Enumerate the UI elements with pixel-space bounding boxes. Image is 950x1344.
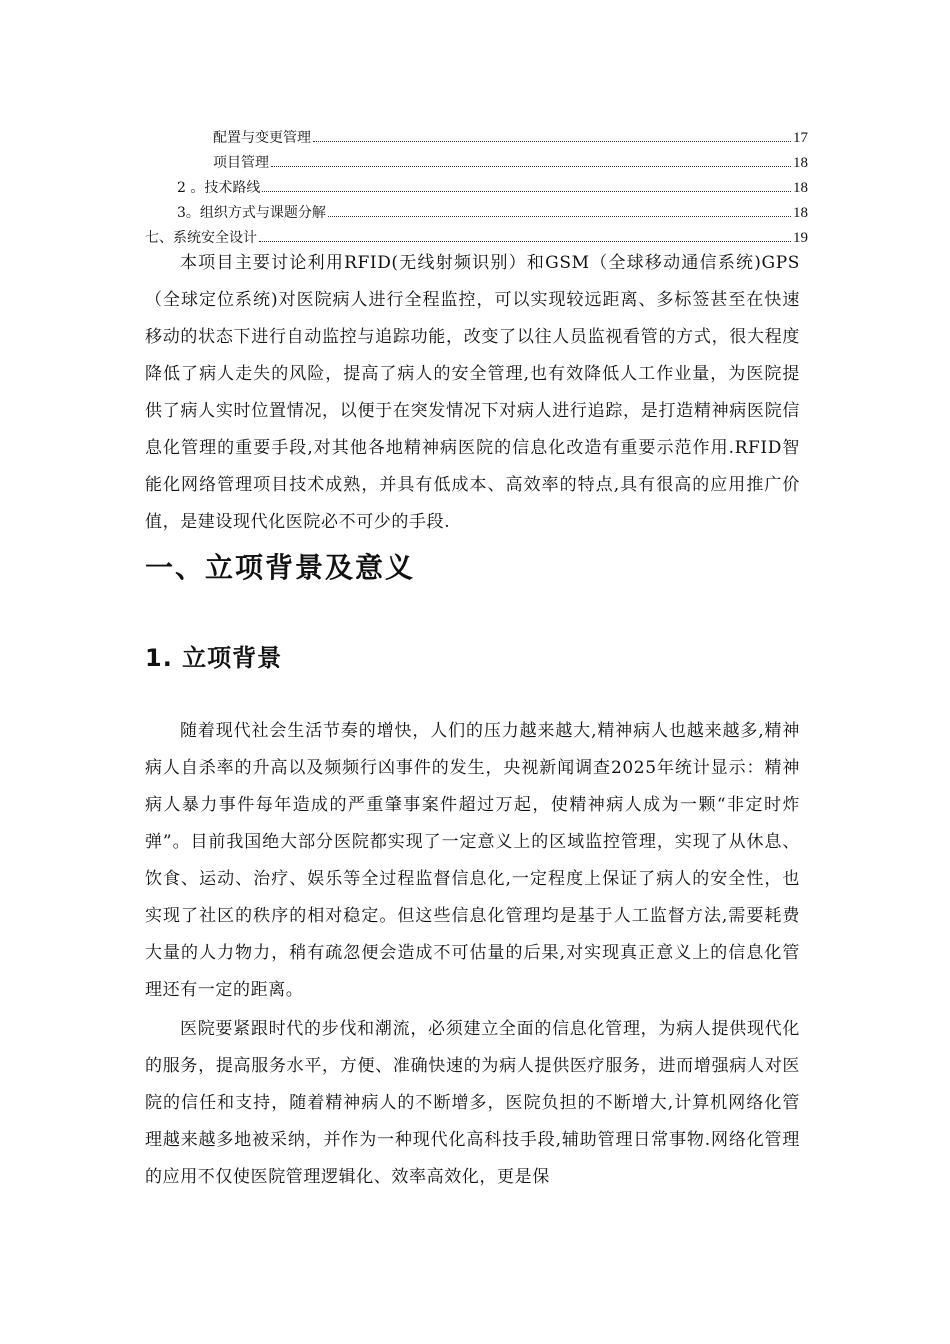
toc-dot-leader — [313, 140, 791, 142]
toc-entry-title: 七、系统安全设计 — [145, 230, 257, 246]
section-heading: 一、立项背景及意义 — [145, 551, 416, 584]
toc-dot-leader — [328, 215, 791, 217]
table-of-contents — [145, 126, 808, 251]
toc-entry-title: 2 。技术路线 — [177, 180, 261, 196]
toc-entry-page: 19 — [793, 230, 808, 246]
toc-entry[interactable] — [145, 201, 808, 226]
body-paragraph: 医院要紧跟时代的步伐和潮流，必须建立全面的信息化管理，为病人提供现代化的服务，提高服务水平，方便、准确快速的为病人提供医疗服务，进而增强病人对医院的信任和支持，随着精神病人的不断增多，医院负担的不断增大,计算机网络化管理越来越多地被采纳，并作为一种现代化高科技手段,辅助管理日常事物.网络化管理的应用不仅使医院管理逻辑化、效率高效化，更是保 — [145, 1019, 800, 1187]
intro-paragraph: 本项目主要讨论利用RFID(无线射频识别）和GSM（全球移动通信系统)GPS（全球定位系统)对医院病人进行全程监控，可以实现较远距离、多标签甚至在快速移动的状态下进行自动监控与追踪功能，改变了以往人员监视看管的方式，很大程度降低了病人走失的风险，提高了病人的安全管理,也有效降低人工作业量，为医院提供了病人实时位置情况，以便于在突发情况下对病人进行追踪，是打造精神病医院信息化管理的重要手段,对其他各地精神病医院的信息化改造有重要示范作用.RFID智能化网络管理项目技术成熟，并具有低成本、高效率的特点,具有很高的应用推广价值，是建设现代化医院必不可少的手段. — [145, 253, 800, 532]
subsection-heading: 1. 立项背景 — [145, 644, 283, 672]
toc-entry-title: 3。组织方式与课题分解 — [177, 205, 326, 221]
toc-entry-page: 18 — [793, 180, 808, 196]
toc-entry-page: 18 — [793, 205, 808, 221]
toc-entry-page: 17 — [793, 130, 808, 146]
toc-entry-title: 配置与变更管理 — [213, 130, 311, 146]
toc-entry[interactable] — [145, 151, 808, 176]
body-paragraph: 随着现代社会生活节奏的增快，人们的压力越来越大,精神病人也越来越多,精神病人自杀率的升高以及频频行凶事件的发生，央视新闻调查2025年统计显示：精神病人暴力事件每年造成的严重肇事案件超过万起，使精神病人成为一颗“非定时炸弹”。目前我国绝大部分医院都实现了一定意义上的区域监控管理，实现了从休息、饮食、运动、治疗、娱乐等全过程监督信息化,一定程度上保证了病人的安全性，也实现了社区的秩序的相对稳定。但这些信息化管理均是基于人工监督方法,需要耗费大量的人力物力，稍有疏忽便会造成不可估量的后果,对实现真正意义上的信息化管理还有一定的距离。 — [145, 721, 800, 1000]
toc-dot-leader — [262, 190, 791, 192]
toc-entry-page: 18 — [793, 155, 808, 171]
toc-dot-leader — [259, 240, 791, 242]
toc-dot-leader — [271, 165, 791, 167]
toc-entry[interactable] — [145, 176, 808, 201]
toc-entry-title: 项目管理 — [213, 155, 269, 171]
toc-entry[interactable] — [145, 126, 808, 151]
